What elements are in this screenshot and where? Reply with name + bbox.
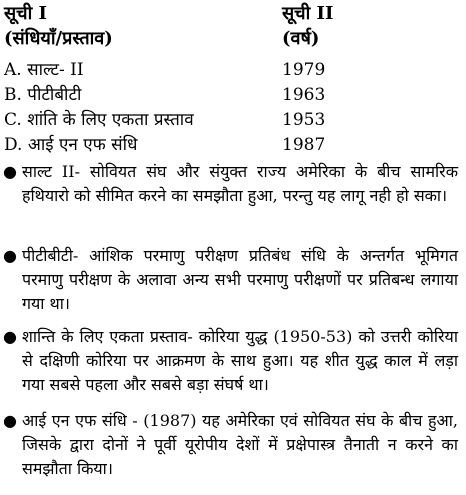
explanation-note bbox=[0, 244, 462, 316]
treaty-item: A. साल्ट- II bbox=[4, 60, 84, 80]
treaty-item: C. शांति के लिए एकता प्रस्ताव bbox=[4, 110, 194, 130]
year-value: 1979 bbox=[282, 60, 326, 80]
year-value: 1953 bbox=[282, 110, 326, 130]
note-text: पीटीबीटी- आंशिक परमाणु परीक्षण प्रतिबंध संधि के अन्तर्गत भूमिगत परमाणु परीक्षण के अलावा अन्य सभी परमाणु परीक्षणों पर प्रतिबन्ध लगाया गया था। bbox=[22, 246, 458, 313]
list-2-subheading: (वर्ष) bbox=[282, 28, 320, 49]
list-1-heading: सूची I bbox=[4, 3, 47, 24]
year-value: 1987 bbox=[282, 135, 326, 155]
explanation-note bbox=[0, 325, 462, 397]
bullet-icon: ● bbox=[3, 327, 17, 346]
treaty-item: D. आई एन एफ संधि bbox=[4, 135, 138, 155]
year-value: 1963 bbox=[282, 85, 326, 105]
bullet-icon: ● bbox=[3, 246, 17, 265]
explanation-note bbox=[0, 409, 462, 481]
match-row bbox=[0, 108, 466, 132]
bullet-icon: ● bbox=[3, 162, 17, 181]
match-row bbox=[0, 133, 466, 157]
note-text: आई एन एफ संधि - (1987) यह अमेरिका एवं सोवियत संघ के बीच हुआ, जिसके द्वारा दोनों ने पूर्वी यूरोपीय देशों में प्रक्षेपास्त्र तैनाती न करने का समझौता किया। bbox=[22, 411, 458, 478]
explanation-note bbox=[0, 160, 462, 232]
note-text: शान्ति के लिए एकता प्रस्ताव- कोरिया युद्ध (1950-53) को उत्तरी कोरिया से दक्षिणी कोरिया पर आक्रमण के साथ हुआ। यह शीत युद्ध काल में लड़ा गया सबसे पहला और सबसे बड़ा संघर्ष था। bbox=[22, 327, 458, 394]
list-2-heading: सूची II bbox=[282, 3, 334, 24]
treaty-item: B. पीटीबीटी bbox=[4, 85, 82, 105]
match-row bbox=[0, 58, 466, 82]
bullet-icon: ● bbox=[3, 411, 17, 430]
match-row bbox=[0, 83, 466, 107]
list-1-subheading: (संधियाँ/प्रस्ताव) bbox=[4, 28, 113, 49]
note-text: साल्ट II- सोवियत संघ और संयुक्त राज्य अमेरिका के बीच सामरिक हथियारो को सीमित करने का समझौता हुआ, परन्तु यह लागू नही हो सका। bbox=[22, 162, 458, 205]
